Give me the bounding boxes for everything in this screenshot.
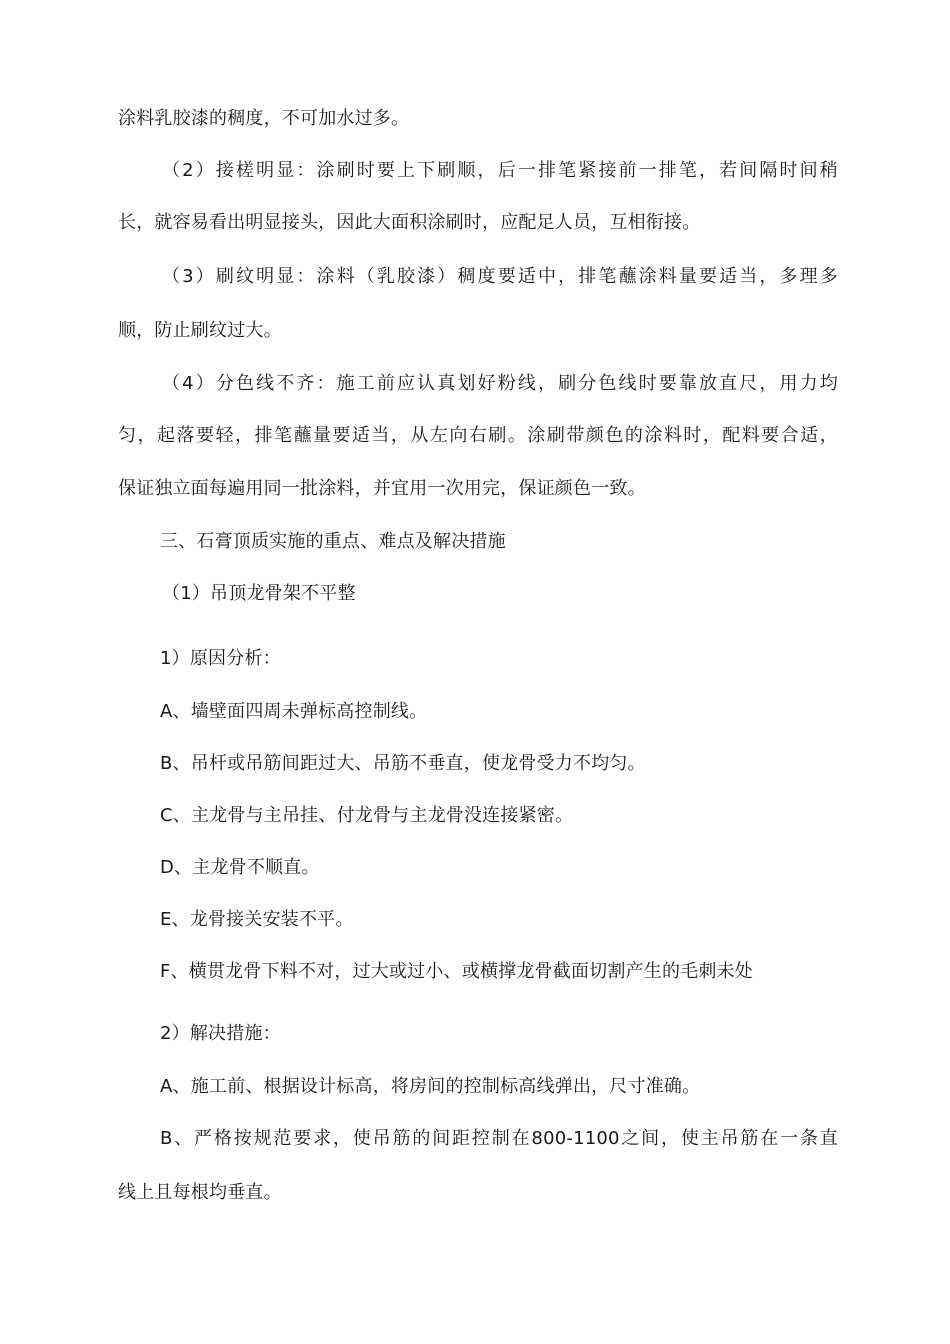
paragraph-line: （3）刷纹明显：涂料（乳胶漆）稠度要适中，排笔蘸涂料量要适当，多理多 <box>162 266 838 287</box>
paragraph-line: 长，就容易看出明显接头，因此大面积涂刷时，应配足人员，互相衔接。 <box>118 212 701 233</box>
subheading-cause-analysis: 1）原因分析： <box>160 648 281 669</box>
list-item: D、主龙骨不顺直。 <box>160 857 320 878</box>
paragraph-line: （2）接槎明显：涂刷时要上下刷顺，后一排笔紧接前一排笔，若间隔时间稍 <box>162 160 838 181</box>
paragraph-line: 涂料乳胶漆的稠度，不可加水过多。 <box>118 108 410 129</box>
list-item: B、严格按规范要求，使吊筋的间距控制在800-1100之间，使主吊筋在一条直 <box>160 1128 838 1149</box>
paragraph-line: 保证独立面每遍用同一批涂料，并宜用一次用完，保证颜色一致。 <box>118 478 646 499</box>
paragraph-line: （4）分色线不齐：施工前应认真划好粉线，刷分色线时要靠放直尺，用力均 <box>162 373 838 394</box>
subsection-heading: （1）吊顶龙骨架不平整 <box>162 583 356 604</box>
subheading-solutions: 2）解决措施： <box>160 1023 281 1044</box>
list-item: E、龙骨接关安装不平。 <box>160 909 354 930</box>
paragraph-line: 匀，起落要轻，排笔蘸量要适当，从左向右刷。涂刷带颜色的涂料时，配料要合适， <box>118 425 838 446</box>
list-item: B、吊杆或吊筋间距过大、吊筋不垂直，使龙骨受力不均匀。 <box>160 753 646 774</box>
list-item: F、横贯龙骨下料不对，过大或过小、或横撑龙骨截面切割产生的毛刺未处 <box>160 961 753 982</box>
list-item: A、施工前、根据设计标高，将房间的控制标高线弹出，尺寸准确。 <box>160 1076 701 1097</box>
section-heading: 三、石膏顶质实施的重点、难点及解决措施 <box>160 531 506 552</box>
list-item: C、主龙骨与主吊挂、付龙骨与主龙骨没连接紧密。 <box>160 805 574 826</box>
paragraph-line: 顺，防止刷纹过大。 <box>118 320 282 341</box>
list-item: A、墙壁面四周未弹标高控制线。 <box>160 701 428 722</box>
paragraph-line: 线上且每根均垂直。 <box>118 1182 282 1203</box>
